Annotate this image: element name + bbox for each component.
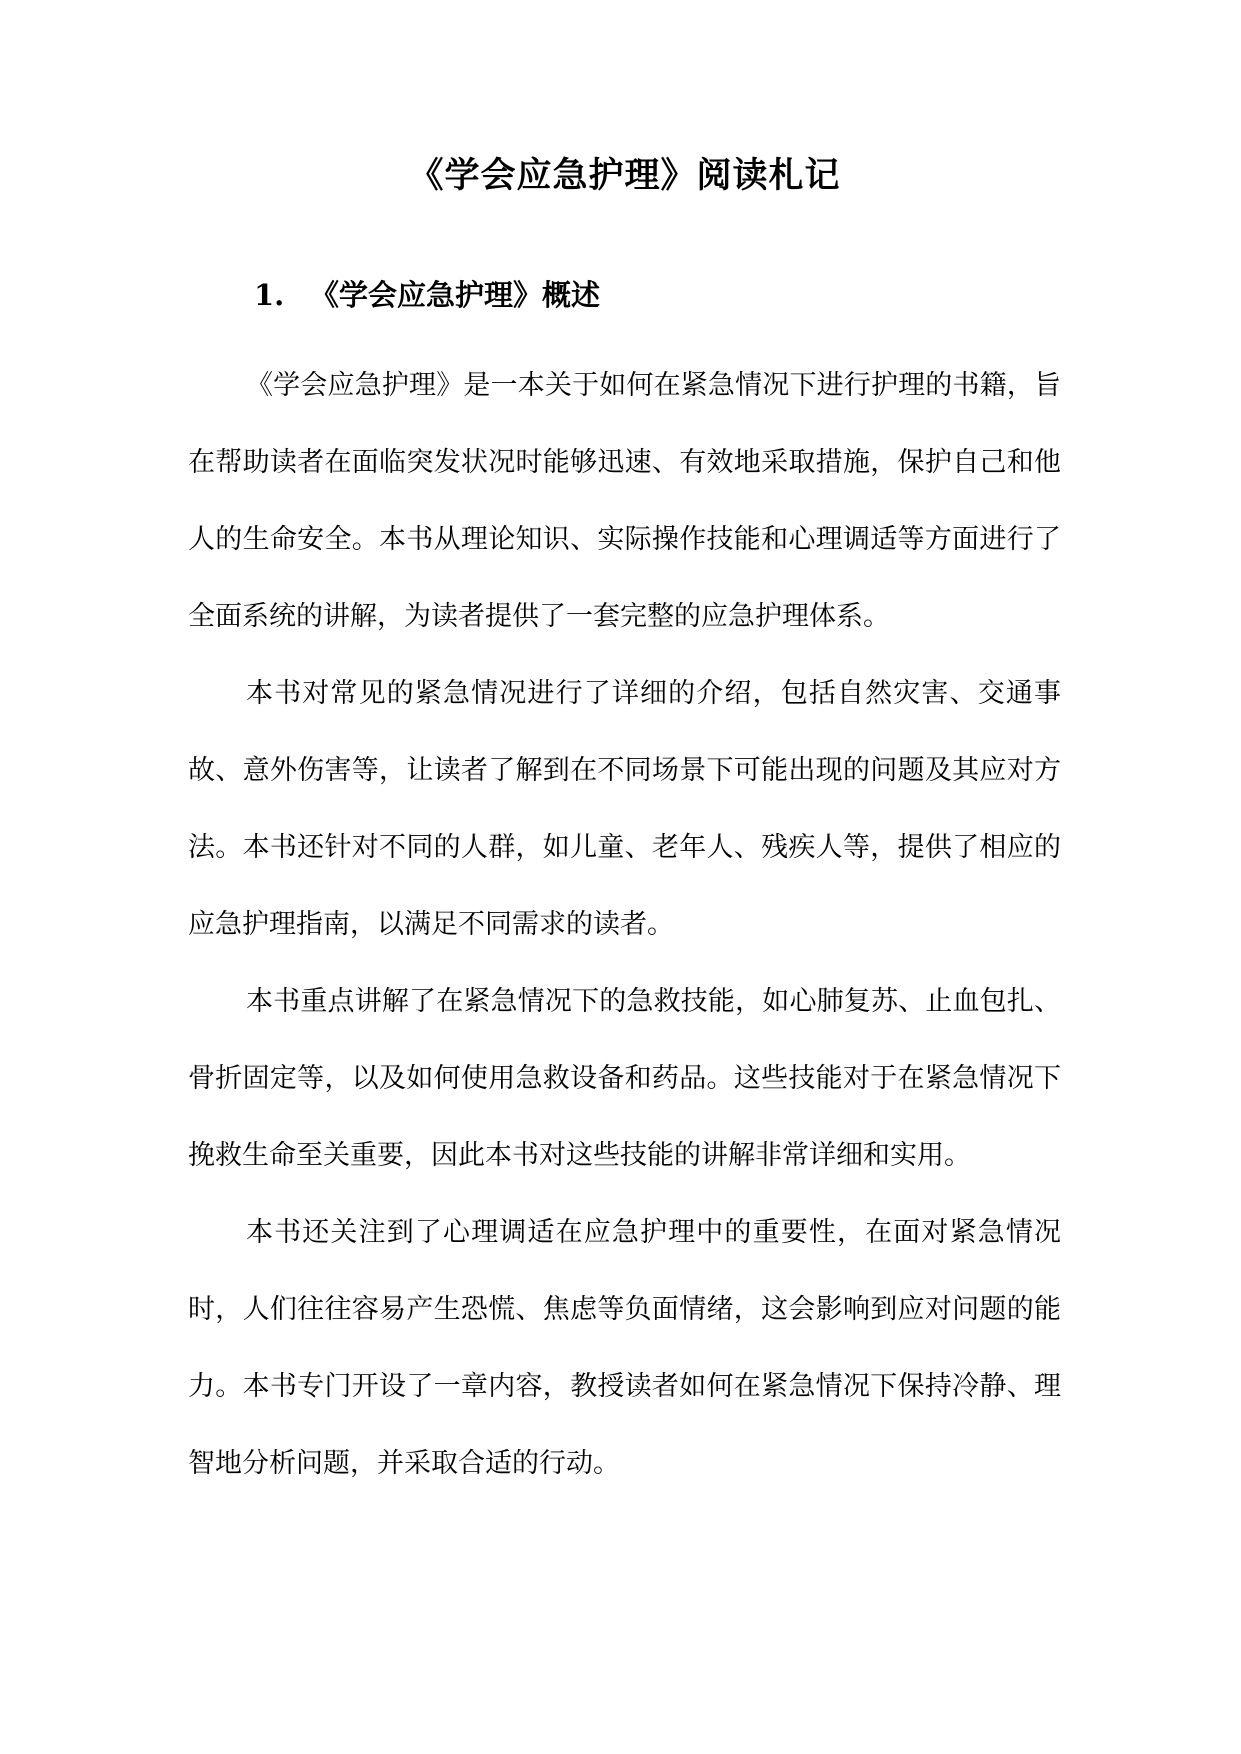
section-number: 1. [254, 278, 285, 312]
section-heading [188, 270, 1061, 320]
paragraph-1: 《学会应急护理》是一本关于如何在紧急情况下进行护理的书籍，旨在帮助读者在面临突发状况时能够迅速、有效地采取措施，保护自己和他人的生命安全。本书从理论知识、实际操作技能和心理调适等方面进行了全面系统的讲解，为读者提供了一套完整的应急护理体系。 [188, 370, 1061, 632]
section-title: 《学会应急护理》概述 [310, 278, 601, 312]
paragraph-2: 本书对常见的紧急情况进行了详细的介绍，包括自然灾害、交通事故、意外伤害等，让读者了解到在不同场景下可能出现的问题及其应对方法。本书还针对不同的人群，如儿童、老年人、残疾人等，提供了相应的应急护理指南，以满足不同需求的读者。 [188, 678, 1061, 940]
document-title: 《学会应急护理》阅读札记 [408, 155, 841, 196]
paragraph-3: 本书重点讲解了在紧急情况下的急救技能，如心肺复苏、止血包扎、骨折固定等，以及如何使用急救设备和药品。这些技能对于在紧急情况下挽救生命至关重要，因此本书对这些技能的讲解非常详细和实用。 [188, 986, 1061, 1171]
body-text [188, 347, 1061, 1502]
paragraph-4: 本书还关注到了心理调适在应急护理中的重要性，在面对紧急情况时，人们往往容易产生恐慌、焦虑等负面情绪，这会影响到应对问题的能力。本书专门开设了一章内容，教授读者如何在紧急情况下保持冷静、理智地分析问题，并采取合适的行动。 [188, 1217, 1061, 1479]
